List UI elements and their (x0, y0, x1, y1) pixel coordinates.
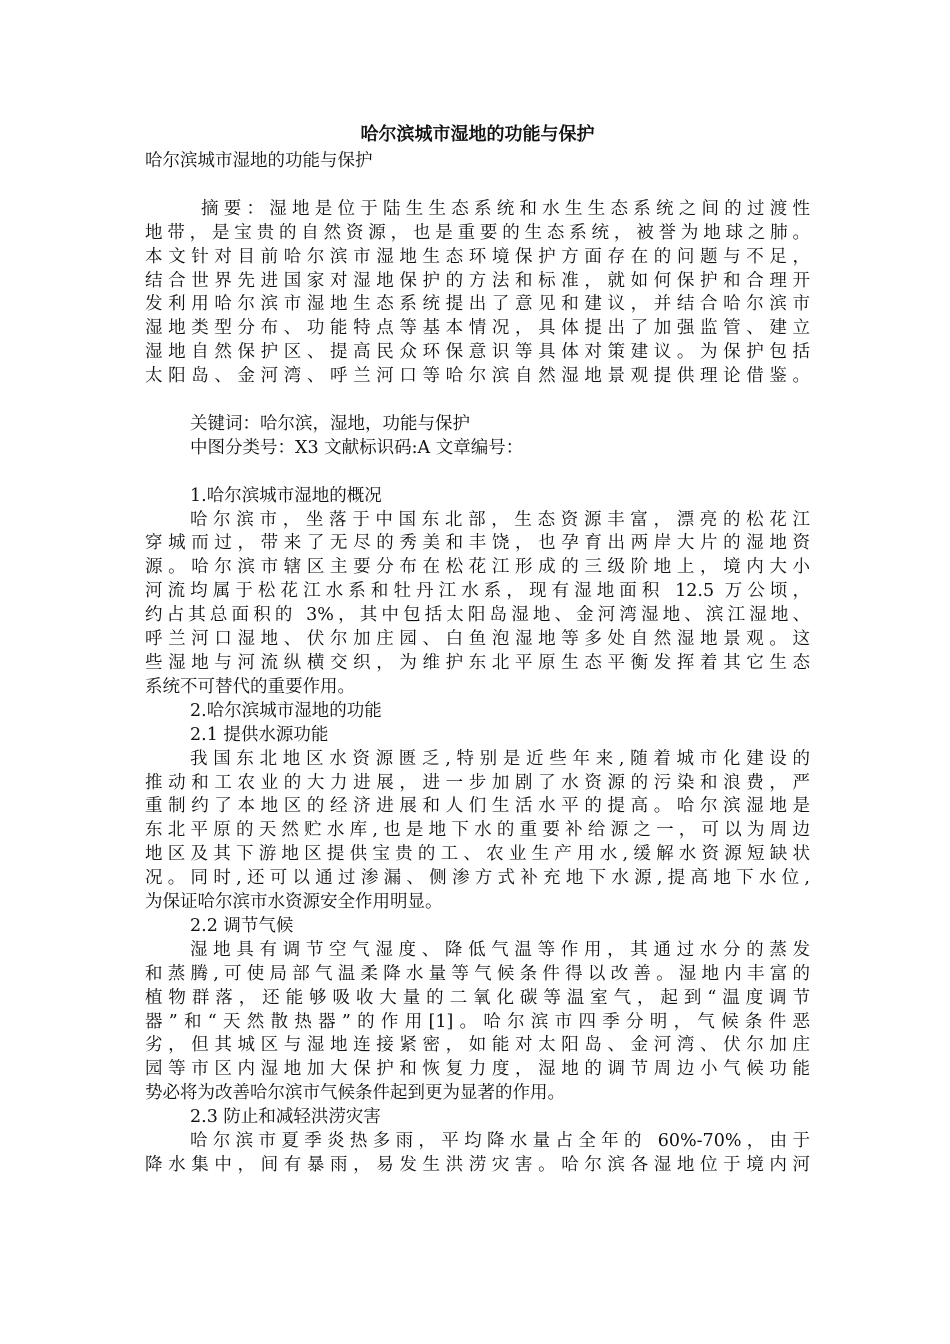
section-flood (145, 1106, 810, 1178)
body-line: 况。同时,还可以通过渗漏、侧渗方式补充地下水源,提高地下水位, (145, 868, 810, 889)
body-line: 湿地具有调节空气湿度、降低气温等作用，其通过水分的蒸发 (190, 939, 810, 960)
body-line: 我国东北地区水资源匮乏,特别是近些年来,随着城市化建设的 (190, 748, 810, 769)
spacer (145, 461, 810, 485)
body-line: 重制约了本地区的经济进展和人们生活水平的提高。哈尔滨湿地是 (145, 796, 810, 817)
section-heading: 1.哈尔滨城市湿地的概况 (190, 485, 382, 506)
body-line: 劣，但其城区与湿地连接紧密，如能对太阳岛、金河湾、伏尔加庄 (145, 1035, 810, 1056)
spacer (145, 389, 810, 413)
body-line: 植物群落，还能够吸收大量的二氧化碳等温室气，起到“温度调节 (145, 987, 810, 1008)
body-line: 系统不可替代的重要作用。 (145, 676, 355, 697)
body-line: 呼兰河口湿地、伏尔加庄园、白鱼泡湿地等多处自然湿地景观。这 (145, 629, 810, 650)
body-line: 势必将为改善哈尔滨市气候条件起到更为显著的作用。 (145, 1083, 565, 1104)
abstract-block (145, 198, 810, 389)
body-line: 推动和工农业的大力进展，进一步加剧了水资源的污染和浪费，严 (145, 772, 810, 793)
section-heading: 2.3 防止和减轻洪涝灾害 (190, 1107, 381, 1128)
document-page (145, 120, 810, 1178)
body-line: 河流均属于松花江水系和牡丹江水系，现有湿地面积 12.5 万公顷， (145, 581, 810, 602)
body-line: 哈尔滨市，坐落于中国东北部，生态资源丰富，漂亮的松花江 (190, 509, 810, 530)
body-line: 降水集中，间有暴雨，易发生洪涝灾害。哈尔滨各湿地位于境内河 (145, 1155, 810, 1176)
body-line: 园等市区内湿地加大保护和恢复力度，湿地的调节周边小气候功能 (145, 1059, 810, 1080)
abstract-line: 太阳岛、金河湾、呼兰河口等哈尔滨自然湿地景观提供理论借鉴。 (145, 366, 810, 387)
keywords: 关键词：哈尔滨，湿地，功能与保护 (190, 413, 470, 434)
abstract-line: 湿地自然保护区、提高民众环保意识等具体对策建议。为保护包括 (145, 342, 810, 363)
abstract-line: 发利用哈尔滨市湿地生态系统提出了意见和建议，并结合哈尔滨市 (145, 294, 810, 315)
spacer (145, 174, 810, 198)
body-line: 地区及其下游地区提供宝贵的工、农业生产用水,缓解水资源短缺状 (145, 844, 810, 865)
document-title: 哈尔滨城市湿地的功能与保护 (360, 124, 595, 145)
section-heading: 2.1 提供水源功能 (190, 724, 329, 745)
body-line: 东北平原的天然贮水库,也是地下水的重要补给源之一，可以为周边 (145, 820, 810, 841)
section-climate (145, 915, 810, 1106)
abstract-line: 结合世界先进国家对湿地保护的方法和标准，就如何保护和合理开 (145, 270, 810, 291)
classification-info: 中图分类号：X3 文献标识码:A 文章编号： (190, 437, 524, 458)
body-line: 哈尔滨市夏季炎热多雨，平均降水量占全年的 60%-70%，由于 (190, 1131, 810, 1152)
body-line: 约占其总面积的 3%，其中包括太阳岛湿地、金河湾湿地、滨江湿地、 (145, 605, 810, 626)
body-line: 为保证哈尔滨市水资源安全作用明显。 (145, 892, 443, 913)
section-heading: 2.哈尔滨城市湿地的功能 (190, 700, 382, 721)
document-subtitle: 哈尔滨城市湿地的功能与保护 (145, 151, 373, 171)
body-line: 器”和“天然散热器”的作用[1]。哈尔滨市四季分明，气候条件恶 (145, 1011, 810, 1032)
body-line: 穿城而过，带来了无尽的秀美和丰饶，也孕育出两岸大片的湿地资 (145, 533, 810, 554)
abstract-line: 地带，是宝贵的自然资源，也是重要的生态系统，被誉为地球之肺。 (145, 222, 810, 243)
section-water-source (145, 724, 810, 915)
body-line: 些湿地与河流纵横交织，为维护东北平原生态平衡发挥着其它生态 (145, 652, 810, 673)
section-heading: 2.2 调节气候 (190, 915, 294, 936)
section-overview (145, 485, 810, 700)
abstract-line: 摘要：湿地是位于陆生生态系统和水生生态系统之间的过渡性 (201, 198, 810, 219)
body-line: 和蒸腾,可使局部气温柔降水量等气候条件得以改善。湿地内丰富的 (145, 963, 810, 984)
abstract-line: 湿地类型分布、功能特点等基本情况，具体提出了加强监管、建立 (145, 318, 810, 339)
abstract-line: 本文针对目前哈尔滨市湿地生态环境保护方面存在的问题与不足， (145, 246, 810, 267)
body-line: 源。哈尔滨市辖区主要分布在松花江形成的三级阶地上，境内大小 (145, 557, 810, 578)
